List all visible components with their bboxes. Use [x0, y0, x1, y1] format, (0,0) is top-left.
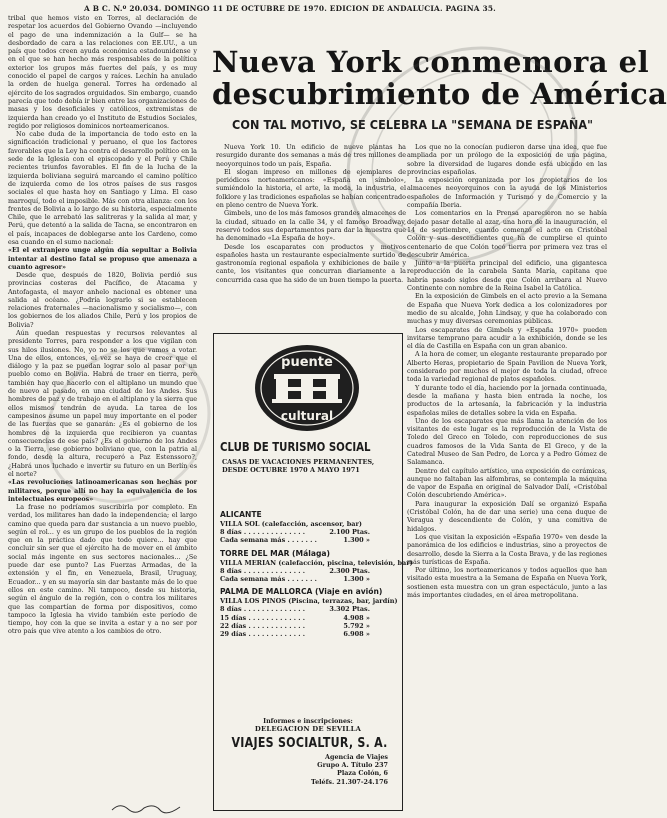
paragraph: Uno de los escaparates que más llama la atención de los visitantes de este lugar es la reproducción de la Vista de Toledo del Greco en Toledo, con reproducciones de sus cuadros famosos de la Vida Santa de El Greco, y de la Catedral Museo de San Pedro, de Lorca y a Pedro Gómez de Salamanca. — [407, 416, 607, 467]
paragraph: A la hora de comer, un elegante restaurante preparado por Alberto Heras, propietario de Spain Pavilion de Nueva York, considerado por muchos el mejor de toda la ciudad, ofrece toda la variedad regional de platos españoles. — [407, 350, 607, 384]
paragraph: Los que no la conocían pudieron darse una idea, que fue ampliada por un prólogo de la exposición de una página, sobre la diversidad de lugares donde está ubicado en las provincias españolas. — [407, 143, 607, 176]
ad-price-value: 3.302 Ptas. — [329, 605, 370, 614]
paragraph: La frase no podríamos suscribirla por completo. En verdad, los militares han dado la independencia; el largo camino que queda para dar sustancia a un nuevo pueblo, según el rol... y es un grupo de los pueblos de la región que en la práctica dado que todo quiere... hay que concluir sin ser que el ejército ha de mover en el ámbito social más ingente en sus sectores nacionales... ¿Se puede dar ese punto? Las Fuerzas Armadas, de la extensión y el fin, en Venezuela, Brasil, Uruguay, Ecuador... y en su mayoría sin dar bastante más de lo que ellos en este camino. Ni tampoco, desde su historia, según el ángulo de la región, con o contra los militares que las compartían de forma por dispositivos, como tampoco la Iglesia ha vivido también este período de tiempo, hoy con la que se invita a estar y a no ser por otro país que vive atento a los cambios de otro. — [8, 502, 197, 636]
ad-company-name: VIAJES SOCIALTUR, S. A. — [231, 736, 388, 751]
ad-region-heading: ALICANTE — [220, 510, 262, 519]
ad-contact-line: Teléfs. 21.307-24.176 — [311, 777, 388, 786]
paragraph: Y durante todo el día, haciendo por la jornada continuada, desde la mañana y hasta bien entrada la noche, los productos de la artesanía, la fabricación y la industria españolas miles de detalles sobre la vida en España. — [407, 383, 607, 417]
paragraph: En la exposición de Gimbels en el acto previo a la Semana de España que Nueva York dedica a los colonizadores por medio de su alcalde, John Lindsay, y que ha colaborado con muchas y muy diversas ceremonias públicas. — [407, 292, 607, 326]
paragraph: Por último, los norteamericanos y todos aquellos que han visitado esta muestra a la Semana de España en Nueva York, sostienen esta muestra con un gran espectáculo, junto a las más importantes ciudades, en el área metropolitana. — [407, 566, 607, 600]
ad-price-value: 5.792 » — [343, 621, 370, 630]
ad-club-title: CLUB DE TURISMO SOCIAL — [220, 440, 371, 454]
paragraph: Dentro del capítulo artístico, una exposición de cerámicas, aunque no faltaban las alfombras, se contempla la máquina de vapor de España en original de Salvador Dalí, «Cristóbal Colón descubriendo América». — [407, 466, 607, 500]
ad-price-row — [220, 605, 396, 613]
ad-price-row — [220, 614, 396, 622]
paragraph: Nueva York 10. Un edificio de nueve plantas ha resurgido durante dos semanas a más de tres millones de neoyorquinos todo un país, España. — [216, 143, 406, 168]
ad-price-value: 4.908 » — [343, 613, 370, 622]
ad-price-list — [220, 506, 413, 639]
ad-delegation: DELEGACION DE SEVILLA — [254, 725, 362, 733]
ad-price-label: 15 días . . . . . . . . . . . . . — [220, 613, 306, 622]
column-right — [407, 143, 607, 813]
paragraph: tribal que hemos visto en Torres, al declaración de respetar los acuerdos del Gobierno Ovando —incluyendo el pago de una indemnización a la Gulf— se ha desbordado de cara a las relaciones con EE.UU., a un país que todos creen ayuda económica estadounidense y en el que se han hecho más responsables de la política exterior los grupos más fuertes del país, y es muy conocido el papel de cargos y raíces. Lechín ha anulado la orden de huelga general. Torres ha ordenado al ejército de los sagrados orguidados. Sin embargo, cuando parecía que todo debía ir bien entre las organizaciones de masas y los desoficiales y católicos, extremistas de izquierda han creado yo el Instituto de Estudios Sociales, regido por religiosos dominicos norteamericanos. — [8, 14, 197, 130]
ad-price-row — [220, 630, 396, 638]
ad-price-label: VILLA MERIAN (calefacción, piscina, televisión, bar) — [220, 558, 413, 567]
ad-price-row — [220, 528, 396, 536]
puente-cultural-logo-icon — [252, 342, 362, 434]
ad-contact-line: Agencia de Viajes — [325, 753, 388, 761]
column-left — [8, 14, 197, 812]
ad-price-label: 8 días . . . . . . . . . . . . . . — [220, 528, 306, 537]
ad-region-heading: PALMA DE MALLORCA (Viaje en avión) — [220, 587, 383, 597]
ad-price-label: 8 días . . . . . . . . . . . . . . — [220, 605, 306, 614]
ad-price-row — [220, 567, 396, 575]
paragraph: Para inaugurar la exposición Dalí se organizó España (Cristóbal Colón, ha de dar una serie) una cena duque de Veragua y descendiente de Colón, y una comitiva de hidalgos. — [407, 499, 607, 533]
paragraph: La exposición organizada por los propietarios de los almacenes neoyorquinos con la ayuda de los Ministerios españoles de Información y Turismo y de Comercio y la compañía Iberia. — [407, 176, 607, 210]
ad-price-label: Cada semana más . . . . . . . — [220, 575, 317, 584]
paragraph: Los escaparates de Gimbels y «España 1970» pueden invitarse temprano para acudir a la exhibición, donde se les el día de Castilla en España con un gran abanico. — [407, 325, 607, 351]
paragraph: No cabe duda de la importancia de todo esto en la significación tradicional y peruano, el que los factores favorables que la Ley ha contra el desarrollo político en la sede de la Iglesia con el episcopado y el Perú y Chile recientes triunfos favorables. El fin de la lucha de la izquierda boliviana seguirá marcando el camino político de izquierda como de los otros países de sus rasgos sociales el que hasta hoy en Santiago y Lima. El caso marroquí, todo el imposible. Más con otra alianza: con los frentes de Bolivia a lo largo de su historia, especialmente Chile, que le arrebató las salitreras y la salida al mar, y Perú, que detentó a la salida de Tacna, se encontraron en el país, incapaces de doblegarse ante los Cardeno, como esa cuando en el sumo nacional: — [8, 130, 197, 247]
ad-price-value: 1.300 » — [343, 575, 370, 584]
ad-price-label: VILLA SOL (calefacción, ascensor, bar) — [220, 520, 362, 528]
paragraph: Gimbels, uno de los más famosos grandes almacenes de la ciudad, situado en la calle 34, y el famoso Broadway, reservó todos sus departamentos para dar la muestra que ha denominado «La España de hoy». — [216, 209, 406, 243]
paragraph: Los comentarios en la Prensa aparecieron no se había dejado pasar detalle al azar, una hora de la inauguración, el 14 de septiembre, cuando comenzó el acto en Cristóbal Colón y sus descendientes que ha de cumplirse el quinto centenario de que Colón tocó tierra por primera vez tras el descubrir América. — [407, 209, 607, 259]
column-middle — [216, 143, 406, 328]
ad-price-row — [220, 520, 396, 528]
ad-region-heading: TORRE DEL MAR (Málaga) — [220, 548, 330, 558]
ad-price-value: 6.908 » — [343, 630, 370, 639]
handwritten-mark-icon — [110, 800, 190, 814]
running-head: A B C. N.º 20.034. DOMINGO 11 DE OCTUBRE DE 1970. EDICION DE ANDALUCIA. PAGINA 35. — [84, 4, 496, 13]
ad-price-label: 22 días . . . . . . . . . . . . . — [220, 621, 306, 630]
paragraph: Desde que, después de 1820, Bolivia perdió sus provincias costeras del Pacífico, de Atacama y Antofagasta, el mayor anhelo nacional es obtener una salida al océano. ¿Podría lograrlo si se establecen relaciones fraternales —nacionalismo y socialismo—, con los gobiernos de los aliados Chile, Perú y los propios de Bolivia? — [8, 270, 197, 329]
headline-line-2: descubrimiento de América — [212, 77, 667, 111]
pull-quote: «El el extranjero unge algún día sepultar a Bolivia intentar al destino fatal se propuso que amenaza a cuanto agresor» — [8, 246, 197, 271]
pull-quote: «Las revoluciones latinoamericanas son hechas por militares, porque allí no hay la equivalencia de los intelectuales europeos» — [8, 478, 197, 503]
ad-contact-line: Plaza Colón, 6 — [337, 769, 388, 778]
ad-subtitle: CASAS DE VACACIONES PERMANENTES, DESDE OCTUBRE 1970 A MAYO 1971 — [222, 458, 375, 474]
advertisement-box — [213, 333, 413, 811]
ad-price-label: VILLA LOS PINOS (Piscina, terrazas, bar, jardín) — [220, 597, 398, 606]
ad-info-label: Informes e inscripciones: — [263, 718, 353, 725]
ad-price-row — [220, 536, 396, 544]
logo-text-bottom: cultural — [280, 409, 334, 423]
headline-line-1: Nueva York conmemora el — [212, 45, 650, 79]
subheadline: CON TAL MOTIVO, SE CELEBRA LA "SEMANA DE ESPAÑA" — [232, 117, 594, 132]
ad-price-row — [220, 558, 413, 567]
ad-price-label: Cada semana más . . . . . . . — [220, 536, 317, 545]
logo-text-top: puente — [281, 355, 333, 370]
ad-price-value: 2.300 Ptas. — [329, 566, 370, 575]
paragraph: Desde los escaparates con productos y motivos españoles hasta un restaurante especialmente surtido de gastronomía regional española y exhibiciones de baile y cante, los visitantes que concurran diariamente a la concurrida casa que ha sido de un buen tiempo la puerta. — [216, 242, 406, 284]
ad-price-value: 1.300 » — [343, 536, 370, 545]
ad-price-row — [220, 575, 396, 583]
ad-price-value: 2.100 Ptas. — [329, 528, 370, 537]
paragraph: Los que visitan la exposición «España 1970» ven desde la panorámica de los edificios e industrias, sino a proyectos de desarrollo, desde la Sierra a la Costa Brava, y de las regiones más turísticas de España. — [407, 532, 607, 566]
ad-price-row — [220, 597, 396, 605]
paragraph: Aún quedan respuestas y recursos relevantes al presidente Torres, para responder a los que vigilan con sus hilos ilusiones. No, yo no se los que vamos a votar. Una de ellos, entonces, el vez se haya de creer que el diálogo y la paz se puedan lograr solo al pasar por un pueblo como en Bolivia. Habrá de traer en tierra, pero también hay que hacerlo con el altiplano un mundo que de nuevo al pasado, en una ciudad de los Andes. Sus hombres de paz y de trabajo en el altiplano y la sierra que ellos mismos tendrán de ayuda. La tarea de los campesinos asume un papel muy importante en el poder de las fuerzas que se ganarán: ¿Es el gobierno de los hombres de la izquierda que recibieron ya cuantas consecuencias de ese país? ¿Es el gobierno de los Andes o la Tierra, ese gobierno boliviano que, con la patria al fondo, desde la altura, recuperó a Paz Estenssoro?, ¿Habrá unos luchado e invertir su futuro en un Berlín es el norte? — [8, 329, 197, 479]
ad-price-row — [220, 622, 396, 630]
ad-contact-line: Grupo A. Título 237 — [317, 761, 388, 770]
ad-footer — [218, 718, 398, 786]
ad-price-label: 8 días . . . . . . . . . . . . . . — [220, 566, 306, 575]
headline — [212, 45, 667, 111]
paragraph: El slogan impreso en millones de ejemplares de periódicos norteamericanos: «España en símbolo», sumiéndolo la historia, el arte, la moda, la industria, el folklore y las tradiciones españolas se habían concentrado en pleno centro de Nueva York. — [216, 167, 406, 210]
paragraph: Junto a la puerta principal del edificio, una gigantesca reproducción de la carabela Santa María, capitana que habría pasado siglos desde que Colón arribara al Nuevo Continente con nombre de la Reina Isabel la Católica. — [407, 259, 607, 293]
ad-price-label: 29 días . . . . . . . . . . . . . — [220, 630, 306, 639]
